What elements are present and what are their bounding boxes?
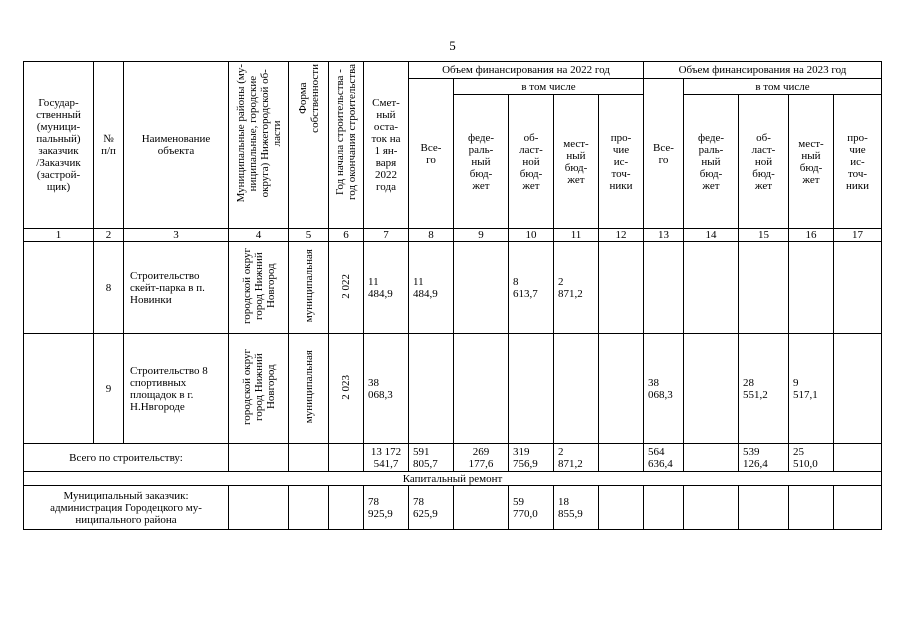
- municipal-y2022-other: [599, 486, 644, 530]
- y2022-local-cell: 2 871,2: [554, 242, 599, 334]
- total-row: [24, 444, 882, 472]
- y2023-other-cell: [834, 334, 882, 444]
- header-2022-local: мест- ный бюд- жет: [554, 95, 599, 229]
- empty-cell: [739, 486, 789, 530]
- y2022-total-cell: [409, 334, 454, 444]
- header-years: [329, 62, 364, 229]
- column-number: 3: [124, 229, 229, 242]
- header-number: № п/п: [94, 62, 124, 229]
- section-row: [24, 472, 882, 486]
- total-y2022-regional: 319 756,9: [509, 444, 554, 472]
- y2023-federal-cell: [684, 334, 739, 444]
- district-text: городской округ город Нижний Новгород: [240, 348, 277, 426]
- y2022-other-cell: [599, 242, 644, 334]
- column-number: 16: [789, 229, 834, 242]
- municipal-y2022-regional: 59 770,0: [509, 486, 554, 530]
- header-ownership: [289, 62, 329, 229]
- y2023-federal-cell: [684, 242, 739, 334]
- municipal-y2022-federal: [454, 486, 509, 530]
- header-years-text: Год начала строительства - год окончания строительства: [334, 64, 358, 200]
- year-text: 2 022: [340, 273, 352, 299]
- header-estimate: Смет- ный оста- ток на 1 ян- варя 2022 года: [364, 62, 409, 229]
- page-number: 5: [449, 38, 456, 53]
- column-number: 5: [289, 229, 329, 242]
- header-2022-federal: феде- раль- ный бюд- жет: [454, 95, 509, 229]
- header-districts-text: Муниципальные районы (му- ниципальные, городские округа) Нижегородской об- ласти: [234, 64, 283, 203]
- column-numbers-row: [24, 229, 882, 242]
- header-2022-total: Все- го: [409, 79, 454, 229]
- total-y2023-local: 25 510,0: [789, 444, 834, 472]
- column-number: 17: [834, 229, 882, 242]
- customer-cell: [24, 334, 94, 444]
- column-number: 6: [329, 229, 364, 242]
- column-number: 12: [599, 229, 644, 242]
- column-number: 13: [644, 229, 684, 242]
- empty-cell: [229, 486, 289, 530]
- row-number: 8: [94, 242, 124, 334]
- empty-cell: [329, 486, 364, 530]
- y2023-regional-cell: [739, 242, 789, 334]
- empty-cell: [289, 486, 329, 530]
- ownership-text: муниципальная: [302, 249, 315, 323]
- total-label: Всего по строительству:: [24, 444, 229, 472]
- y2023-regional-cell: 28 551,2: [739, 334, 789, 444]
- header-2023-total: Все- го: [644, 79, 684, 229]
- municipal-estimate: 78 925,9: [364, 486, 409, 530]
- total-y2022-local: 2 871,2: [554, 444, 599, 472]
- municipal-customer-label: Муниципальный заказчик: администрация Городецкого му- ниципального района: [24, 486, 229, 530]
- column-number: 10: [509, 229, 554, 242]
- total-y2023-federal: [684, 444, 739, 472]
- year-cell: [329, 242, 364, 334]
- ownership-text: муниципальная: [302, 350, 315, 424]
- header-object-name: Наименование объекта: [124, 62, 229, 229]
- total-y2023-total: 564 636,4: [644, 444, 684, 472]
- empty-cell: [684, 486, 739, 530]
- ownership-cell: [289, 242, 329, 334]
- object-name: Строительство 8 спортивных площадок в г. Н.Нвгороде: [124, 334, 229, 444]
- financing-table: [23, 61, 882, 530]
- estimate-cell: 11 484,9: [364, 242, 409, 334]
- y2022-local-cell: [554, 334, 599, 444]
- y2023-local-cell: 9 517,1: [789, 334, 834, 444]
- year-text: 2 023: [340, 374, 352, 400]
- header-financing-2022: Объем финансирования на 2022 год: [409, 62, 644, 79]
- column-number: 11: [554, 229, 599, 242]
- municipal-y2022-total: 78 625,9: [409, 486, 454, 530]
- y2022-federal-cell: [454, 334, 509, 444]
- y2022-total-cell: 11 484,9: [409, 242, 454, 334]
- y2022-other-cell: [599, 334, 644, 444]
- column-number: 7: [364, 229, 409, 242]
- estimate-cell: 38 068,3: [364, 334, 409, 444]
- empty-cell: [789, 486, 834, 530]
- header-customer: Государ- ственный (муници- пальный) заказчик /Заказчик (застрой- щик): [24, 62, 94, 229]
- total-y2023-regional: 539 126,4: [739, 444, 789, 472]
- empty-cell: [289, 444, 329, 472]
- y2023-other-cell: [834, 242, 882, 334]
- section-title: Капитальный ремонт: [24, 472, 882, 486]
- column-number: 8: [409, 229, 454, 242]
- table-row: [24, 242, 882, 334]
- ownership-cell: [289, 334, 329, 444]
- district-cell: [229, 242, 289, 334]
- header-2023-including: в том числе: [684, 79, 882, 95]
- column-number: 2: [94, 229, 124, 242]
- district-cell: [229, 334, 289, 444]
- municipal-row: [24, 486, 882, 530]
- empty-cell: [834, 486, 882, 530]
- empty-cell: [229, 444, 289, 472]
- municipal-y2022-local: 18 855,9: [554, 486, 599, 530]
- object-name: Строительство скейт-парка в п. Новинки: [124, 242, 229, 334]
- total-y2022-total: 591 805,7: [409, 444, 454, 472]
- y2022-federal-cell: [454, 242, 509, 334]
- header-financing-2023: Объем финансирования на 2023 год: [644, 62, 882, 79]
- empty-cell: [644, 486, 684, 530]
- customer-cell: [24, 242, 94, 334]
- column-number: 14: [684, 229, 739, 242]
- year-cell: [329, 334, 364, 444]
- total-y2022-federal: 269 177,6: [454, 444, 509, 472]
- table-row: [24, 334, 882, 444]
- column-number: 1: [24, 229, 94, 242]
- header-districts: [229, 62, 289, 229]
- district-text: городской округ город Нижний Новгород: [240, 247, 277, 325]
- header-2022-regional: об- ласт- ной бюд- жет: [509, 95, 554, 229]
- total-y2022-other: [599, 444, 644, 472]
- header-2023-federal: феде- раль- ный бюд- жет: [684, 95, 739, 229]
- y2023-local-cell: [789, 242, 834, 334]
- column-number: 15: [739, 229, 789, 242]
- y2023-total-cell: 38 068,3: [644, 334, 684, 444]
- row-number: 9: [94, 334, 124, 444]
- empty-cell: [329, 444, 364, 472]
- y2022-regional-cell: [509, 334, 554, 444]
- total-estimate: 13 172 541,7: [364, 444, 409, 472]
- header-2022-including: в том числе: [454, 79, 644, 95]
- header-2023-other: про- чие ис- точ- ники: [834, 95, 882, 229]
- y2023-total-cell: [644, 242, 684, 334]
- header-2022-other: про- чие ис- точ- ники: [599, 95, 644, 229]
- header-2023-local: мест- ный бюд- жет: [789, 95, 834, 229]
- column-number: 4: [229, 229, 289, 242]
- header-ownership-text: Форма собственности: [296, 64, 321, 133]
- y2022-regional-cell: 8 613,7: [509, 242, 554, 334]
- total-y2023-other: [834, 444, 882, 472]
- header-2023-regional: об- ласт- ной бюд- жет: [739, 95, 789, 229]
- column-number: 9: [454, 229, 509, 242]
